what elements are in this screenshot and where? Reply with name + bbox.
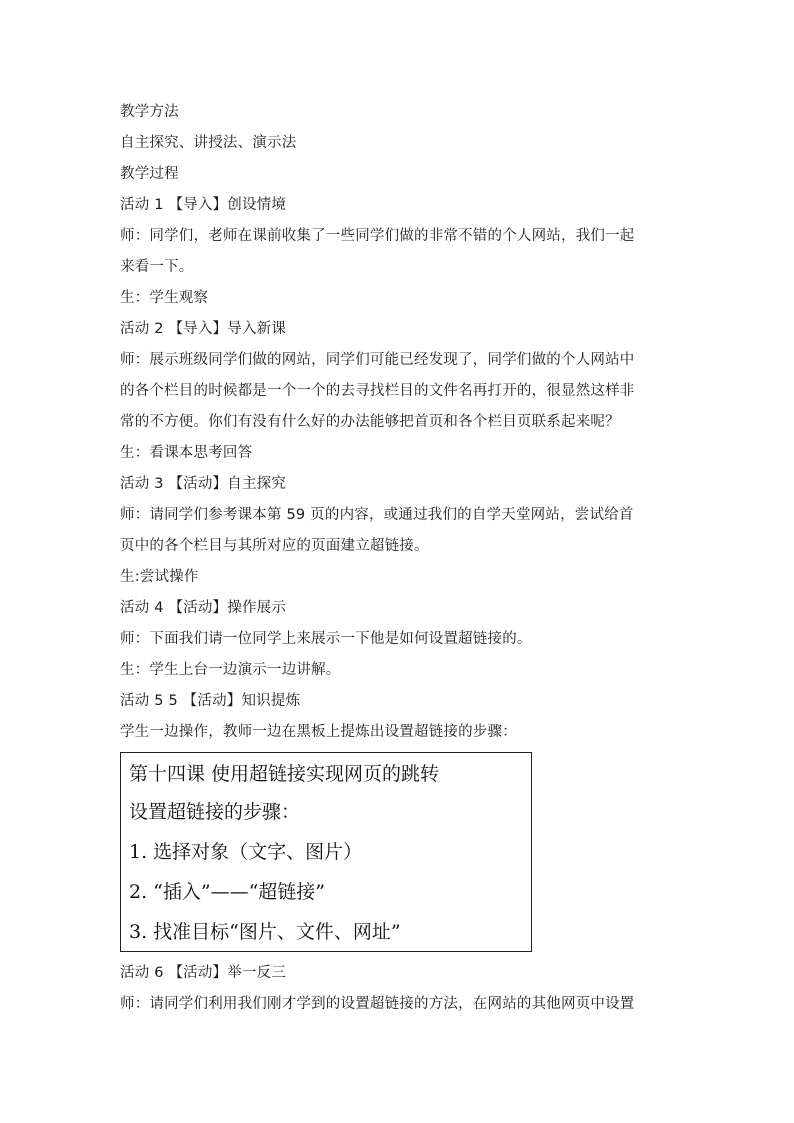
steps-box-step: 3. 找准目标“图片、文件、网址” xyxy=(129,921,401,943)
paragraph-line: 师：下面我们请一位同学上来展示一下他是如何设置超链接的。 xyxy=(120,631,532,647)
paragraph-line: 的各个栏目的时候都是一个一个的去寻找栏目的文件名再打开的，很显然这样非 xyxy=(120,383,635,399)
activity-5-title: 活动 5 5 【活动】知识提炼 xyxy=(120,693,301,709)
paragraph-line: 师：展示班级同学们做的网站，同学们可能已经发现了，同学们做的个人网站中 xyxy=(120,352,635,368)
paragraph-line: 师：请同学们参考课本第 59 页的内容，或通过我们的自学天堂网站，尝试给首 xyxy=(120,507,634,523)
heading-teaching-process: 教学过程 xyxy=(120,166,179,182)
activity-2-title: 活动 2 【导入】导入新课 xyxy=(120,321,287,337)
steps-box-title: 第十四课 使用超链接实现网页的跳转 xyxy=(129,763,440,785)
steps-box-subtitle: 设置超链接的步骤： xyxy=(129,801,301,823)
activity-1-title: 活动 1 【导入】创设情境 xyxy=(120,197,287,213)
paragraph-line: 学生一边操作，教师一边在黑板上提炼出设置超链接的步骤： xyxy=(120,724,517,740)
paragraph-line: 生：看课本思考回答 xyxy=(120,445,253,461)
activity-4-title: 活动 4 【活动】操作展示 xyxy=(120,600,287,616)
paragraph-line: 生：学生观察 xyxy=(120,290,209,306)
paragraph-line: 来看一下。 xyxy=(120,259,194,275)
steps-box xyxy=(120,752,532,952)
heading-teaching-method: 教学方法 xyxy=(120,104,179,120)
paragraph-line: 常的不方便。你们有没有什么好的办法能够把首页和各个栏目页联系起来呢？ xyxy=(120,414,620,430)
activity-3-title: 活动 3 【活动】自主探究 xyxy=(120,476,287,492)
paragraph-line: 师：同学们，老师在课前收集了一些同学们做的非常不错的个人网站，我们一起 xyxy=(120,228,635,244)
paragraph-line: 页中的各个栏目与其所对应的页面建立超链接。 xyxy=(120,538,429,554)
paragraph-line: 生:尝试操作 xyxy=(120,569,199,585)
paragraph-line: 生：学生上台一边演示一边讲解。 xyxy=(120,662,341,678)
steps-box-step: 2. “插入”——“超链接” xyxy=(129,881,326,903)
activity-6-title: 活动 6 【活动】举一反三 xyxy=(120,965,287,981)
paragraph-line: 师：请同学们利用我们刚才学到的设置超链接的方法，在网站的其他网页中设置 xyxy=(120,996,635,1012)
text-teaching-method-list: 自主探究、讲授法、演示法 xyxy=(120,135,297,151)
steps-box-step: 1. 选择对象（文字、图片） xyxy=(129,841,363,863)
